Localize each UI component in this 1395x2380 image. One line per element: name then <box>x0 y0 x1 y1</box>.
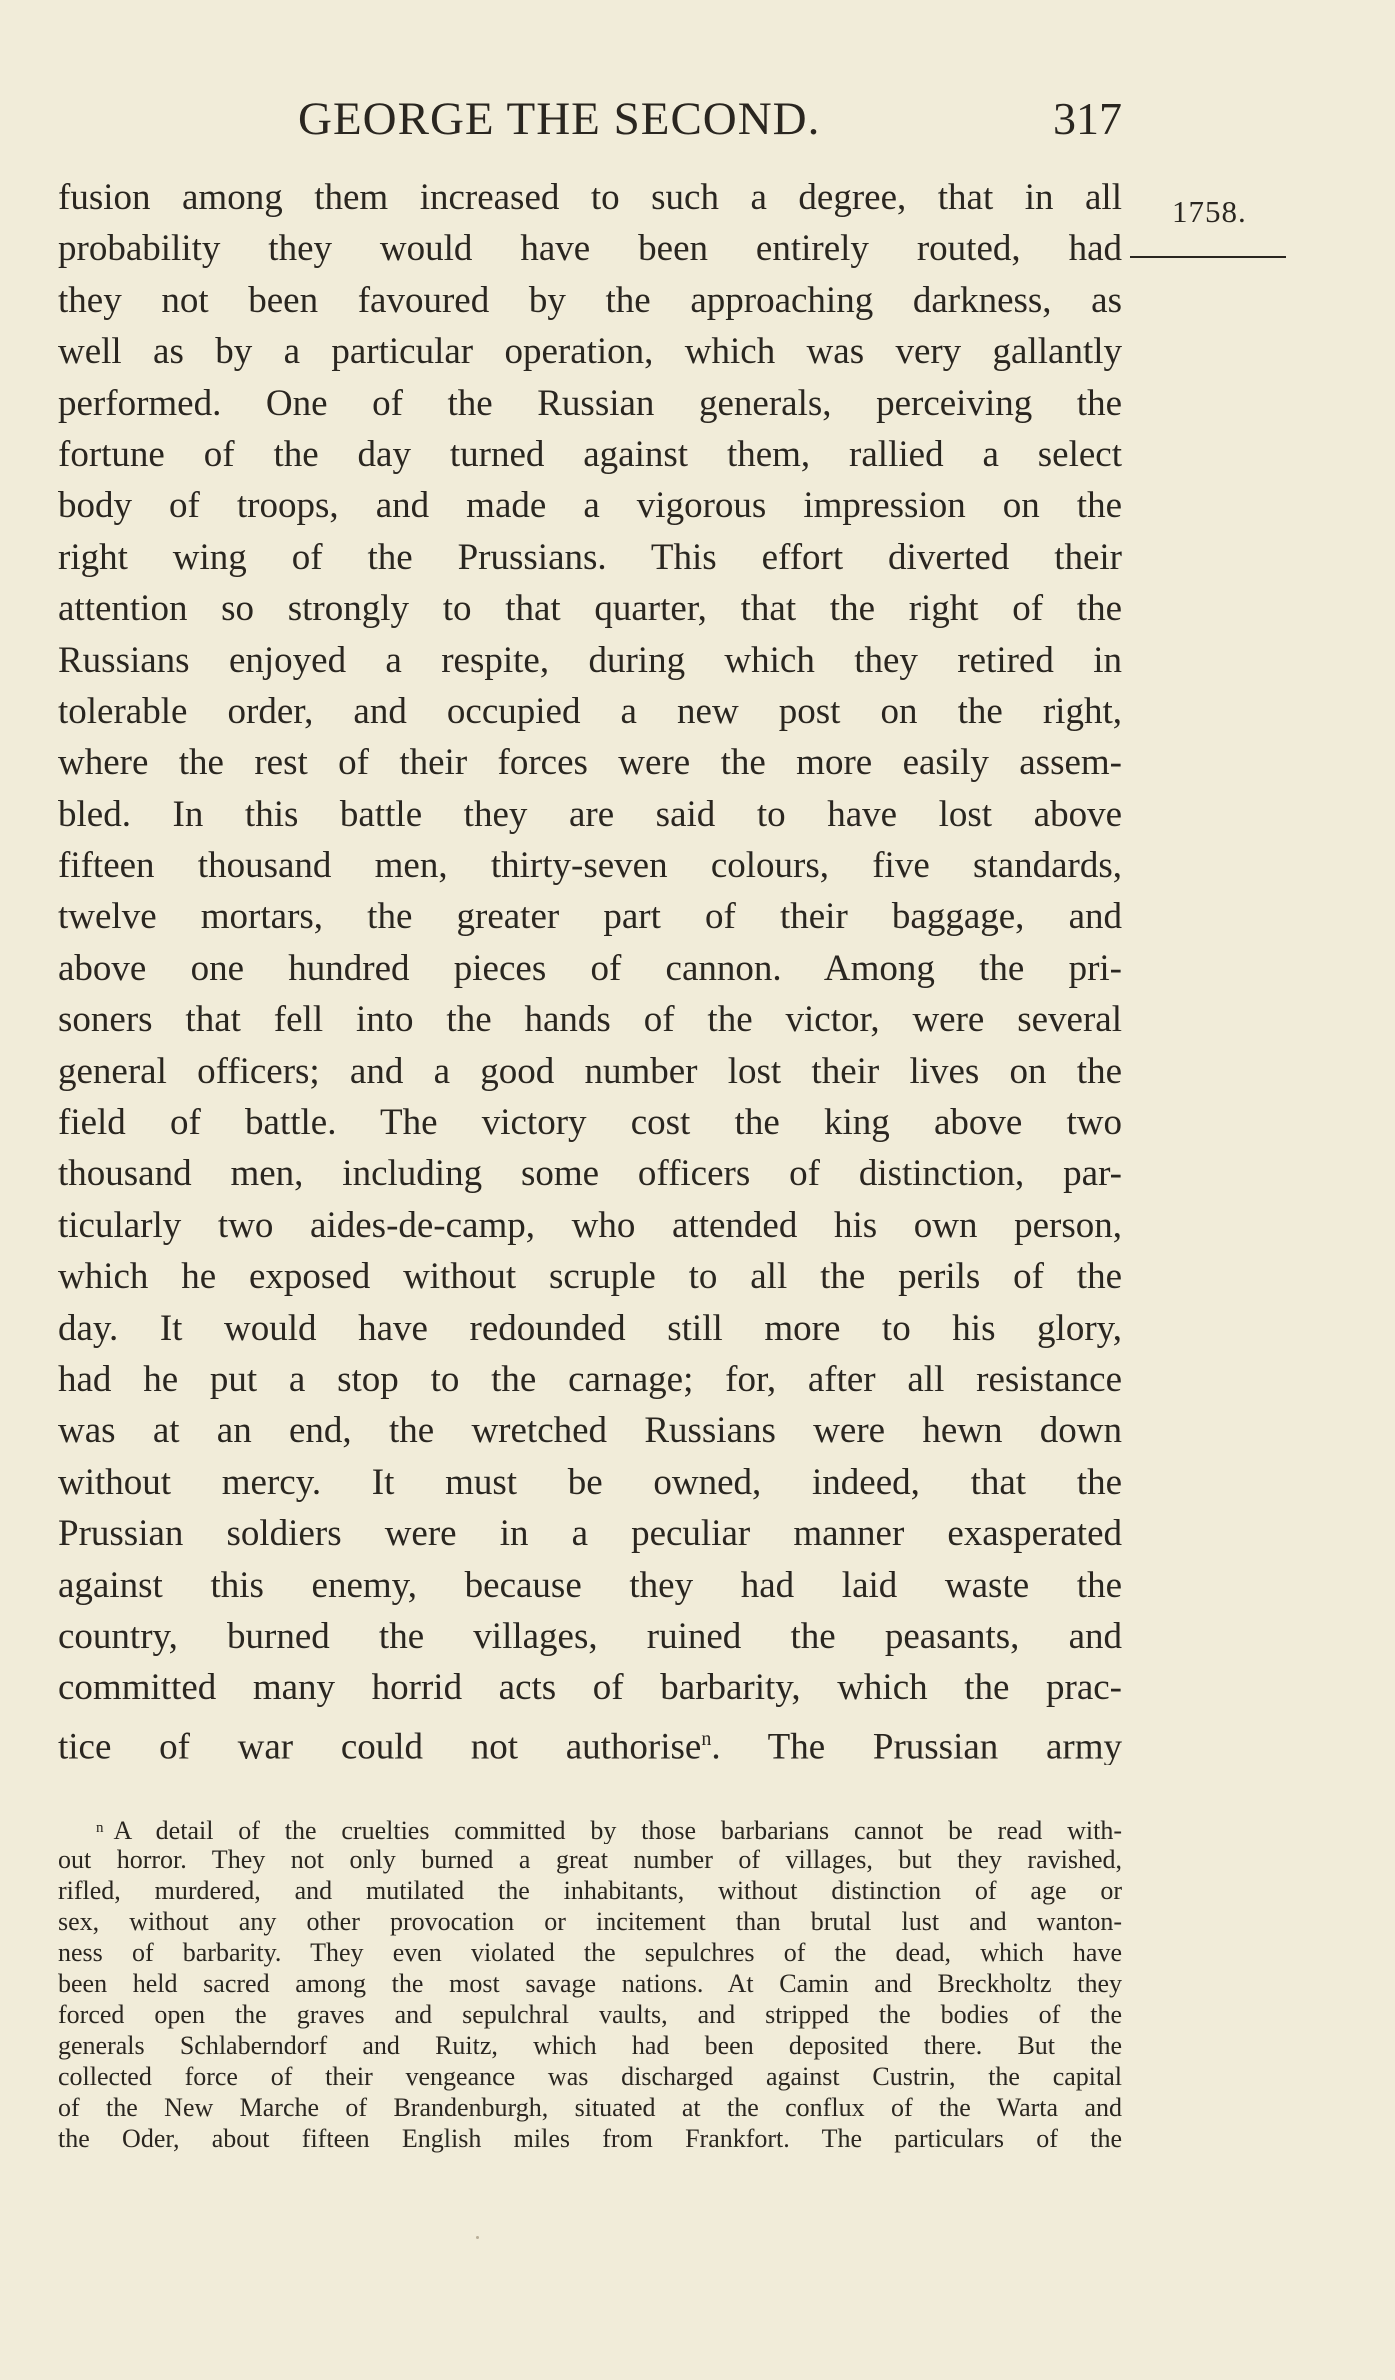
text-line: country, burned the villages, ruined the peasants, and <box>58 1615 1122 1657</box>
text-line: soners that fell into the hands of the victor, were several <box>58 999 1122 1041</box>
text-line-last <box>58 1714 1122 1765</box>
footnote-line: forced open the graves and sepulchral vaults, and stripped the bodies of the <box>58 2000 1122 2029</box>
footnote-line: the Oder, about fifteen English miles from Frankfort. The particulars of the <box>58 2124 1122 2153</box>
footnote-line <box>58 1813 1122 1844</box>
text-line: they not been favoured by the approaching darkness, as <box>58 279 1122 321</box>
text-line: twelve mortars, the greater part of their baggage, and <box>58 896 1122 938</box>
text-line: against this enemy, because they had laid waste the <box>58 1564 1122 1606</box>
footnote-block <box>58 1813 1122 2154</box>
text-line: ticularly two aides-de-camp, who attended his own person, <box>58 1204 1122 1246</box>
text-line: body of troops, and made a vigorous impression on the <box>58 485 1122 527</box>
text-line: field of battle. The victory cost the king above two <box>58 1102 1122 1144</box>
text-line: tolerable order, and occupied a new post on the right, <box>58 690 1122 732</box>
footnote-marker: n <box>96 1820 104 1836</box>
text-line-tail: . The Prussian army <box>711 1726 1122 1766</box>
footnote-line: sex, without any other provocation or incitement than brutal lust and wanton- <box>58 1907 1122 1936</box>
text-line: which he exposed without scruple to all the perils of the <box>58 1256 1122 1298</box>
text-line: committed many horrid acts of barbarity, which the prac- <box>58 1667 1122 1709</box>
text-line: fifteen thousand men, thirty-seven colours, five standards, <box>58 845 1122 887</box>
footnote-line: out horror. They not only burned a great number of villages, but they ravished, <box>58 1845 1122 1874</box>
text-line: thousand men, including some officers of distinction, par- <box>58 1153 1122 1195</box>
page-number: 317 <box>1053 93 1122 144</box>
footnote-line: rifled, murdered, and mutilated the inhabitants, without distinction of age or <box>58 1876 1122 1905</box>
text-line-start: tice of war could not authorise <box>58 1726 702 1766</box>
running-title: GEORGE THE SECOND. <box>298 93 821 145</box>
text-line: bled. In this battle they are said to have lost above <box>58 793 1122 835</box>
text-line: fusion among them increased to such a degree, that in all <box>58 177 1122 218</box>
page-header <box>58 92 1122 152</box>
text-line: Russians enjoyed a respite, during which they retired in <box>58 639 1122 681</box>
footnote-line-text: A detail of the cruelties committed by those barbarians cannot be read with- <box>113 1816 1122 1844</box>
text-line: well as by a particular operation, which was very gallantly <box>58 331 1122 373</box>
text-line: general officers; and a good number lost their lives on the <box>58 1050 1122 1092</box>
text-line: had he put a stop to the carnage; for, after all resistance <box>58 1358 1122 1400</box>
text-line: attention so strongly to that quarter, that the right of the <box>58 588 1122 630</box>
text-line: was at an end, the wretched Russians were hewn down <box>58 1410 1122 1452</box>
margin-year-note: 1758. <box>1172 194 1247 229</box>
text-line: where the rest of their forces were the more easily assem- <box>58 742 1122 784</box>
body-text <box>58 172 1122 1765</box>
text-line: performed. One of the Russian generals, perceiving the <box>58 382 1122 424</box>
footnote-reference[interactable]: n <box>701 1727 712 1750</box>
footnote-line: of the New Marche of Brandenburgh, situated at the conflux of the Warta and <box>58 2093 1122 2122</box>
text-line: above one hundred pieces of cannon. Among the pri- <box>58 947 1122 989</box>
text-line: Prussian soldiers were in a peculiar manner exasperated <box>58 1513 1122 1555</box>
footnote-line: ness of barbarity. They even violated the sepulchres of the dead, which have <box>58 1938 1122 1967</box>
footnote-line: generals Schlaberndorf and Ruitz, which had been deposited there. But the <box>58 2031 1122 2060</box>
text-line: fortune of the day turned against them, rallied a select <box>58 433 1122 475</box>
margin-rule <box>1130 256 1286 258</box>
footnote-line: collected force of their vengeance was discharged against Custrin, the capital <box>58 2062 1122 2091</box>
text-line: right wing of the Prussians. This effort diverted their <box>58 536 1122 578</box>
text-line: without mercy. It must be owned, indeed, that the <box>58 1461 1122 1503</box>
paper-speck <box>476 2236 479 2239</box>
text-line: probability they would have been entirely routed, had <box>58 228 1122 270</box>
footnote-line: been held sacred among the most savage nations. At Camin and Breckholtz they <box>58 1969 1122 1998</box>
text-line: day. It would have redounded still more to his glory, <box>58 1307 1122 1349</box>
